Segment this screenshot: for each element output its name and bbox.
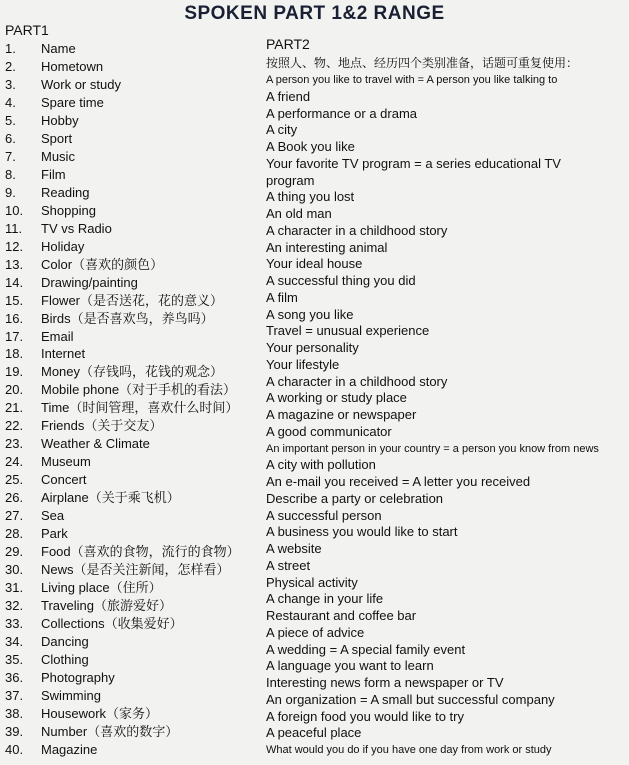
part1-heading: PART1 — [5, 22, 49, 38]
part1-item-text: Sport — [41, 130, 73, 146]
part1-item-number: 21. — [5, 400, 24, 416]
part1-item-text: Museum — [41, 454, 91, 470]
part1-item-text: TV vs Radio — [41, 220, 112, 236]
part1-item-text: Work or study — [41, 76, 121, 92]
part1-item-number: 18. — [5, 346, 24, 362]
part1-item-text: Food（喜欢的食物，流行的食物） — [41, 544, 240, 560]
part1-item-number: 30. — [5, 562, 24, 578]
part1-item-text: Friends（关于交友） — [41, 418, 163, 434]
part1-item-text: Color（喜欢的颜色） — [41, 256, 164, 272]
part2-item: A character in a childhood story — [266, 222, 448, 238]
part2-item: A song you like — [266, 306, 354, 322]
part2-item: Your favorite TV program = a series educational TV program — [266, 155, 561, 188]
part2-heading: PART2 — [266, 36, 310, 52]
part1-item-number: 3. — [5, 76, 16, 92]
part2-item: A successful person — [266, 507, 382, 523]
part1-item-number: 14. — [5, 274, 24, 290]
page-title: SPOKEN PART 1&2 RANGE — [184, 3, 445, 24]
part2-item: A person you like to travel with = A person you like talking to — [266, 74, 558, 86]
part1-item-text: Number（喜欢的数字） — [41, 723, 179, 739]
part1-item-number: 40. — [5, 741, 24, 757]
part2-item: A language you want to learn — [266, 658, 434, 674]
part1-item-number: 35. — [5, 651, 24, 667]
part1-item-number: 6. — [5, 130, 16, 146]
part1-item-number: 4. — [5, 94, 16, 110]
part2-item: A change in your life — [266, 591, 384, 607]
part1-item-text: Internet — [41, 346, 86, 362]
part2-item: An organization = A small but successful company — [266, 691, 555, 707]
part1-item-text: Time（时间管理，喜欢什么时间） — [41, 400, 239, 416]
part1-item-text: Music — [41, 148, 75, 164]
part2-item: A city with pollution — [266, 457, 376, 473]
part2-item: An important person in your country = a person you know from news — [266, 442, 599, 455]
part1-item-text: Reading — [41, 184, 90, 200]
part1-item-text: Name — [41, 41, 76, 56]
part2-item: A piece of advice — [266, 624, 365, 640]
part1-item-text: Traveling（旅游爱好） — [41, 598, 172, 614]
part1-item-number: 15. — [5, 292, 24, 308]
part1-item-text: Flower（是否送花，花的意义） — [41, 292, 224, 308]
part2-item: What would you do if you have one day from work or study — [266, 744, 552, 756]
part1-item-text: Clothing — [41, 651, 89, 667]
part2-item: A thing you lost — [266, 189, 355, 205]
part1-item-text: Airplane（关于乘飞机） — [41, 490, 180, 506]
part1-item-text: Concert — [41, 472, 87, 488]
part1-item-text: Park — [41, 526, 68, 542]
part1-item-number: 2. — [5, 58, 16, 74]
part2-item: Physical activity — [266, 574, 358, 590]
part2-item: An old man — [266, 206, 332, 221]
part1-item-number: 26. — [5, 490, 24, 506]
part1-item-number: 20. — [5, 382, 24, 398]
part1-item-number: 7. — [5, 148, 16, 164]
part1-item-number: 9. — [5, 184, 16, 200]
part1-item-text: Photography — [41, 669, 115, 685]
part1-item-text: Money（存钱吗，花钱的观念） — [41, 364, 224, 380]
part2-item: A character in a childhood story — [266, 373, 448, 389]
part1-item-text: Collections（收集爱好） — [41, 616, 183, 631]
part1-item-text: Holiday — [41, 238, 85, 254]
part1-item-text: Film — [41, 166, 66, 182]
part1-item-number: 37. — [5, 687, 24, 703]
part1-item-text: Magazine — [41, 741, 98, 757]
part1-item-text: Drawing/painting — [41, 274, 138, 290]
part1-item-number: 28. — [5, 526, 24, 542]
part1-item-number: 23. — [5, 436, 24, 452]
part1-item-text: Hobby — [41, 112, 79, 128]
part2-item: A city — [266, 122, 298, 138]
part1-item-text: Email — [41, 328, 74, 344]
part1-item-text: News（是否关注新闻，怎样看） — [41, 562, 230, 578]
part2-item: A business you would like to start — [266, 524, 458, 540]
part1-item-text: Spare time — [41, 94, 104, 110]
part1-item-number: 10. — [5, 202, 24, 218]
part1-item-text: Weather & Climate — [41, 436, 150, 452]
part2-item: A Book you like — [266, 139, 355, 154]
part1-item-number: 12. — [5, 238, 24, 254]
part1-item-text: Living place（住所） — [41, 580, 162, 596]
part1-item-text: Dancing — [41, 633, 89, 649]
part2-item: A performance or a drama — [266, 105, 418, 121]
part2-item: A website — [266, 541, 322, 556]
part2-item: A working or study place — [266, 390, 407, 406]
part1-item-text: Housework（家务） — [41, 705, 159, 721]
part2-item: An interesting animal — [266, 239, 388, 255]
part1-item-number: 32. — [5, 598, 24, 614]
part1-item-number: 22. — [5, 418, 24, 434]
part1-item-text: Mobile phone（对于手机的看法） — [41, 382, 237, 398]
part1-item-number: 11. — [5, 220, 23, 236]
part1-item-text: Swimming — [41, 687, 101, 703]
part1-item-number: 34. — [5, 633, 24, 649]
part2-list — [266, 72, 626, 759]
part2-item: A film — [266, 289, 298, 305]
part1-item-text: Shopping — [41, 202, 96, 218]
part2-item: A street — [266, 557, 311, 573]
part2-item: Describe a party or celebration — [266, 490, 444, 506]
part2-item: A wedding = A special family event — [266, 641, 466, 657]
part1-item-number: 13. — [5, 256, 24, 272]
part1-item-number: 33. — [5, 616, 24, 631]
part1-item-number: 24. — [5, 454, 24, 470]
part2-item: A magazine or newspaper — [266, 407, 417, 422]
part1-item-number: 1. — [5, 41, 16, 56]
part1-item-number: 29. — [5, 544, 24, 560]
part2-item: Your personality — [266, 340, 359, 355]
part1-item-number: 25. — [5, 472, 24, 488]
part2-item: An e-mail you received = A letter you received — [266, 474, 531, 489]
part1-item-text: Birds（是否喜欢鸟，养鸟吗） — [41, 310, 214, 326]
part2-item: A successful thing you did — [266, 273, 416, 288]
part2-item: Your ideal house — [266, 256, 363, 272]
part2-item: Your lifestyle — [266, 356, 340, 372]
part2-item: Restaurant and coffee bar — [266, 608, 417, 623]
part1-item-number: 27. — [5, 508, 24, 524]
part1-item-number: 31. — [5, 580, 24, 596]
part2-item: Travel = unusual experience — [266, 323, 430, 339]
part1-item-text: Sea — [41, 508, 65, 524]
part2-item: A good communicator — [266, 423, 392, 439]
part1-item-number: 36. — [5, 669, 24, 685]
part1-item-number: 8. — [5, 166, 16, 182]
part1-item-number: 39. — [5, 723, 24, 739]
part1-item-number: 17. — [5, 328, 24, 344]
part1-item-number: 16. — [5, 310, 24, 326]
part2-item: A friend — [266, 88, 311, 104]
part1-item-text: Hometown — [41, 58, 104, 74]
part2-item: A peaceful place — [266, 725, 362, 741]
part2-note: 按照人、物、地点、经历四个类别准备，话题可重复使用： — [266, 56, 579, 70]
part1-item-number: 5. — [5, 112, 16, 128]
part1-item-number: 19. — [5, 364, 24, 380]
part2-item: A foreign food you would like to try — [266, 708, 465, 724]
part2-item: Interesting news form a newspaper or TV — [266, 675, 504, 690]
part1-item-number: 38. — [5, 705, 24, 721]
